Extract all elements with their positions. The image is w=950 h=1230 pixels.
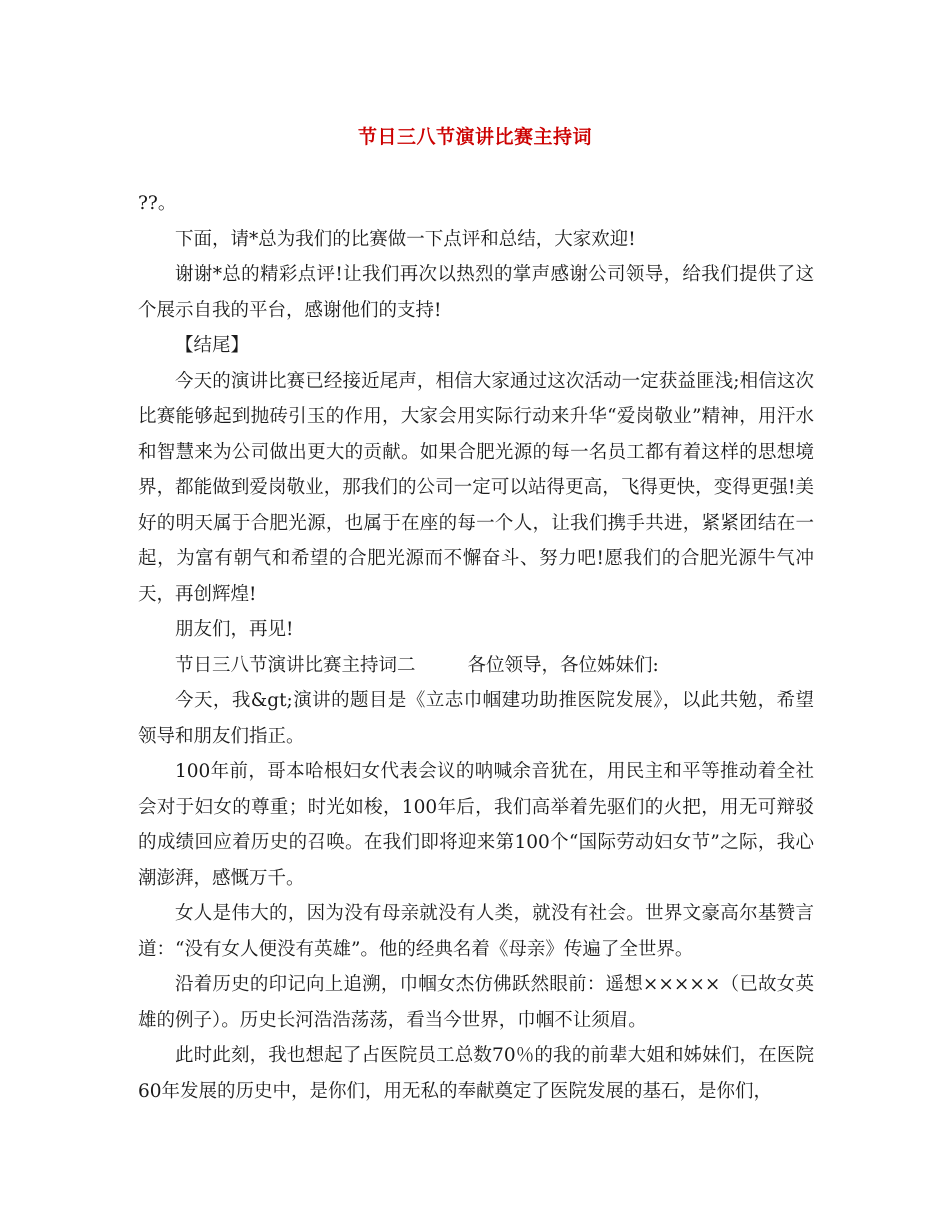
paragraph: 谢谢*总的精彩点评!让我们再次以热烈的掌声感谢公司领导，给我们提供了这个展示自我的平台，感谢他们的支持! xyxy=(138,264,814,321)
document-body xyxy=(138,186,814,1109)
paragraph: 朋友们，再见! xyxy=(175,619,294,640)
paragraph: 100年前，哥本哈根妇女代表会议的呐喊余音犹在，用民主和平等推动着全社会对于妇女的尊重；时光如梭，100年后，我们高举着先驱们的火把，用无可辩驳的成绩回应着历史的召唤。在我们即将迎来第100个“国际劳动妇女节”之际，我心潮澎湃，感慨万千。 xyxy=(138,761,814,889)
paragraph: 沿着历史的印记向上追溯，巾帼女杰仿佛跃然眼前：遥想×××××（已故女英雄的例子）。历史长河浩浩荡荡，看当今世界，巾帼不让须眉。 xyxy=(138,974,814,1031)
document-title: 节日三八节演讲比赛主持词 xyxy=(357,126,592,148)
paragraph: 今天，我&gt;演讲的题目是《立志巾帼建功助推医院发展》，以此共勉，希望领导和朋友们指正。 xyxy=(138,690,814,747)
section-heading: 【结尾】 xyxy=(175,335,250,356)
second-title: 节日三八节演讲比赛主持词二 xyxy=(175,654,416,676)
paragraph: 此时此刻，我也想起了占医院员工总数70％的我的前辈大姐和姊妹们，在医院60年发展的历史中，是你们，用无私的奉献奠定了医院发展的基石，是你们， xyxy=(138,1045,814,1102)
paragraph: 女人是伟大的，因为没有母亲就没有人类，就没有社会。世界文豪高尔基赞言道：“没有女人便没有英雄”。他的经典名着《母亲》传遍了全世界。 xyxy=(138,903,814,960)
paragraph: ??。 xyxy=(138,193,177,214)
paragraph: 下面，请*总为我们的比赛做一下点评和总结，大家欢迎! xyxy=(175,228,636,250)
greeting: 各位领导，各位姊妹们: xyxy=(467,654,659,676)
paragraph: 今天的演讲比赛已经接近尾声，相信大家通过这次活动一定获益匪浅;相信这次比赛能够起到抛砖引玉的作用，大家会用实际行动来升华“爱岗敬业”精神，用汗水和智慧来为公司做出更大的贡献。如果合肥光源的每一名员工都有着这样的思想境界，都能做到爱岗敬业，那我们的公司一定可以站得更高，飞得更快，变得更强!美好的明天属于合肥光源，也属于在座的每一个人，让我们携手共进，紧紧团结在一起，为富有朝气和希望的合肥光源而不懈奋斗、努力吧!愿我们的合肥光源牛气冲天，再创辉煌! xyxy=(138,370,814,605)
second-title-line xyxy=(138,648,814,684)
